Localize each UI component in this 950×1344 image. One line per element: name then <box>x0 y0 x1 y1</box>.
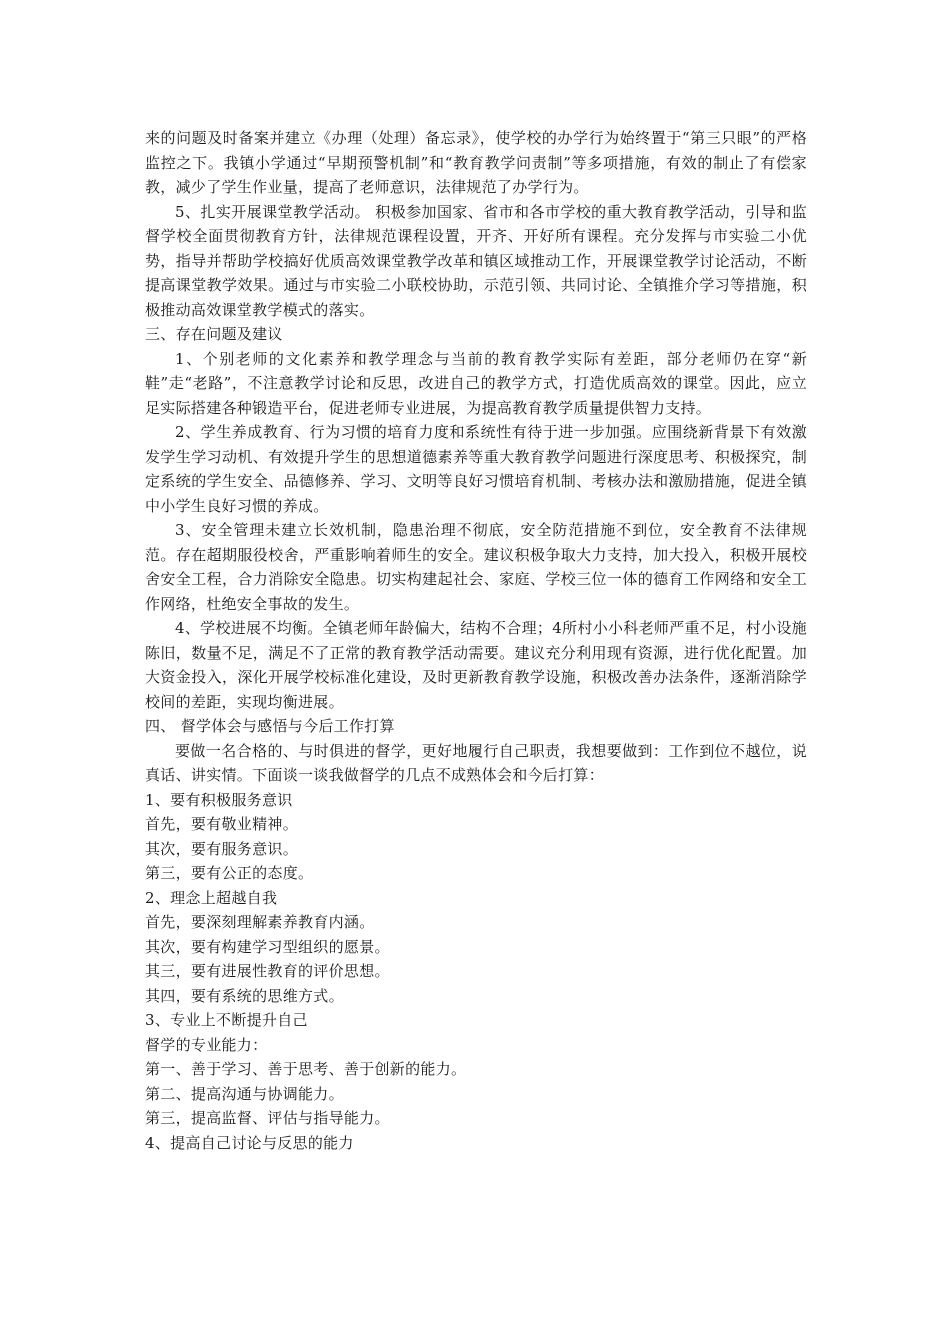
list-line: 1、要有积极服务意识 <box>145 790 293 809</box>
list-line: 第三，提高监督、评估与指导能力。 <box>145 1109 390 1127</box>
section-heading-reflections: 四、 督学体会与感悟与今后工作打算 <box>145 717 395 735</box>
list-line: 其三，要有进展性教育的评价思想。 <box>145 962 390 980</box>
paragraph-problem-3: 3、安全管理未建立长效机制，隐患治理不彻底，安全防范措施不到位，安全教育不法律规范。存在超期服役校舍，严重影响着师生的安全。建议积极争取大力支持，加大投入，积极开展校舍安全工程，合力消除安全隐患。切实构建起社会、家庭、学校三位一体的德育工作网络和安全工作网络，杜绝安全事故的发生。 <box>145 521 807 613</box>
paragraph-intro: 要做一名合格的、与时俱进的督学，更好地履行自己职责，我想要做到：工作到位不越位，说真话、讲实情。下面谈一谈我做督学的几点不成熟体会和今后打算： <box>145 741 807 784</box>
list-line: 3、专业上不断提升自己 <box>145 1011 308 1029</box>
list-line: 2、理念上超越自我 <box>145 888 278 907</box>
paragraph-continuation: 来的问题及时备案并建立《办理（处理）备忘录》，使学校的办学行为始终置于“第三只眼”的严格监控之下。我镇小学通过“早期预警机制”和“教育教学问责制”等多项措施，有效的制止了有偿家教，减少了学生作业量，提高了老师意识，法律规范了办学行为。 <box>145 129 807 196</box>
paragraph-problem-1: 1、个别老师的文化素养和教学理念与当前的教育教学实际有差距，部分老师仍在穿“新鞋”走“老路”，不注意教学讨论和反思，改进自己的教学方式，打造优质高效的课堂。因此，应立足实际搭建各种锻造平台，促进老师专业进展，为提高教育教学质量提供智力支持。 <box>145 349 807 417</box>
section-heading-problems: 三、存在问题及建议 <box>145 325 283 343</box>
list-line: 督学的专业能力： <box>145 1035 268 1054</box>
list-line: 首先，要有敬业精神。 <box>145 815 299 833</box>
list-line: 第一、善于学习、善于思考、善于创新的能力。 <box>145 1060 467 1078</box>
list-line: 第二、提高沟通与协调能力。 <box>145 1084 344 1103</box>
list-line: 首先，要深刻理解素养教育内涵。 <box>145 913 375 931</box>
list-line: 4、提高自己讨论与反思的能力 <box>145 1133 354 1152</box>
paragraph-classroom-teaching: 5、扎实开展课堂教学活动。 积极参加国家、省市和各市学校的重大教育教学活动，引导和监督学校全面贯彻教育方针，法律规范课程设置，开齐、开好所有课程。充分发挥与市实验二小优势，指导并帮助学校搞好优质高效课堂教学改革和镇区域推动工作，开展课堂教学讨论活动，不断提高课堂教学效果。通过与市实验二小联校协助，示范引领、共同讨论、全镇推介学习等措施，积极推动高效课堂教学模式的落实。 <box>145 202 807 319</box>
list-line: 其次，要有服务意识。 <box>145 839 299 858</box>
list-line: 其四，要有系统的思维方式。 <box>145 986 344 1005</box>
list-line: 第三，要有公正的态度。 <box>145 864 314 882</box>
paragraph-problem-4: 4、学校进展不均衡。全镇老师年龄偏大，结构不合理；4所村小小科老师严重不足，村小设施陈旧，数量不足，满足不了正常的教育教学活动需要。建议充分利用现有资源，进行优化配置。加大资金投入，深化开展学校标准化建设，及时更新教育教学设施，积极改善办法条件，逐渐消除学校间的差距，实现均衡进展。 <box>145 619 807 711</box>
document-body <box>145 126 807 1155</box>
paragraph-problem-2: 2、学生养成教育、行为习惯的培育力度和系统性有待于进一步加强。应围绕新背景下有效激发学生学习动机、有效提升学生的思想道德素养等重大教育教学问题进行深度思考、积极探究，制定系统的学生安全、品德修养、学习、文明等良好习惯培育机制、考核办法和激励措施，促进全镇中小学生良好习惯的养成。 <box>145 423 807 515</box>
list-line: 其次，要有构建学习型组织的愿景。 <box>145 937 390 956</box>
